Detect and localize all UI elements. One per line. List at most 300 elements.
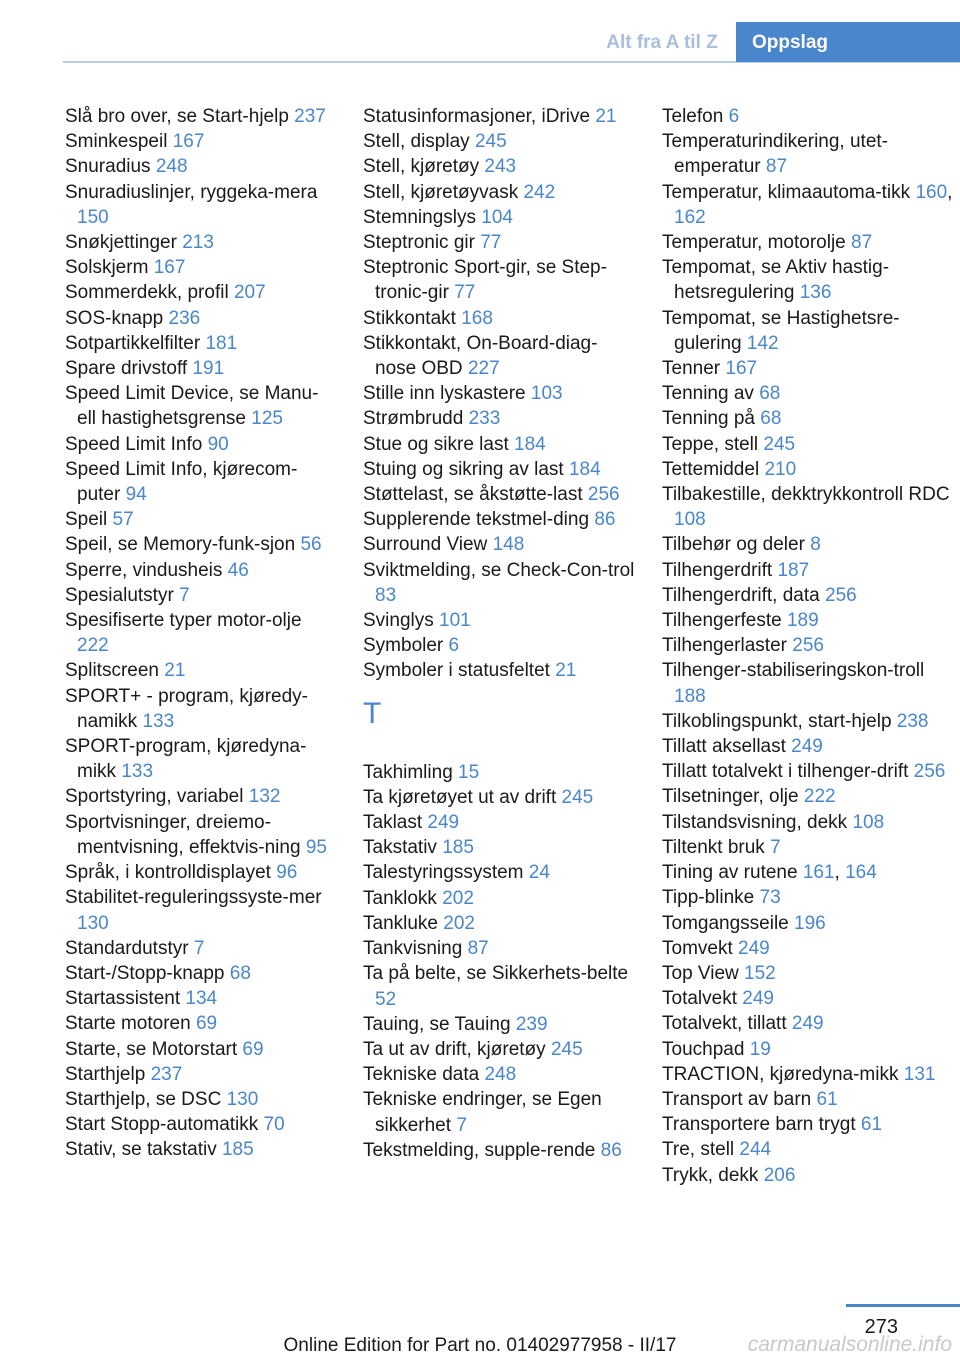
page-link[interactable]: 164 [845, 862, 877, 884]
index-entry [662, 255, 960, 305]
entry-term: Statusinformasjoner, iDrive [363, 106, 591, 127]
page-link[interactable]: 73 [759, 887, 781, 909]
entry-term: Speil [65, 509, 108, 531]
index-entry [662, 432, 960, 457]
index-entry [662, 1112, 960, 1137]
entry-term: Tankluke [363, 912, 438, 934]
page-link[interactable]: 239 [515, 1013, 548, 1035]
entry-term: Tekstmelding, supple-rende [363, 1139, 596, 1161]
page-link[interactable]: 202 [442, 887, 474, 909]
entry-term: Stue og sikre last [363, 433, 509, 455]
entry-term: Tiltenkt bruk [662, 836, 765, 858]
page-link[interactable]: 210 [764, 458, 797, 480]
index-entry [662, 885, 960, 910]
index-entry [363, 860, 638, 885]
page-link[interactable]: 7 [456, 1114, 467, 1136]
index-entry [363, 432, 638, 457]
page-link[interactable]: 69 [242, 1038, 264, 1060]
entry-term: Stell, display [363, 131, 470, 153]
page-link[interactable]: 249 [742, 988, 774, 1010]
entry-term: Snøkjettinger [65, 232, 177, 254]
index-entry [363, 810, 638, 835]
index-entry [363, 104, 638, 129]
page-number: 273 [864, 1316, 898, 1338]
entry-term: Supplerende tekstmel-ding [363, 509, 590, 531]
active-section-tab: Oppslag [736, 22, 960, 62]
index-entry [363, 886, 638, 911]
page-link[interactable]: 125 [251, 408, 283, 430]
index-entry [363, 835, 638, 860]
index-entry [65, 986, 335, 1011]
page-link[interactable]: 21 [555, 660, 577, 682]
footer-edition: Online Edition for Part no. 01402977958 - II/17 [283, 1335, 677, 1356]
index-entry [65, 810, 335, 860]
index-entry [662, 230, 960, 255]
entry-term: Tenning på [662, 408, 755, 430]
index-entry [65, 583, 335, 608]
index-entry [65, 1062, 335, 1087]
entry-term: Speil, se Memory-funk-sjon [65, 534, 296, 556]
index-column-2 [363, 104, 638, 1163]
page-link[interactable]: 103 [530, 383, 563, 405]
entry-term: Speed Limit Device, se Manu-ell hastighetsgrense [65, 383, 319, 430]
index-entry [65, 129, 335, 154]
page-link[interactable]: 187 [777, 559, 810, 581]
page-link[interactable]: 167 [172, 131, 205, 153]
watermark: carmanualsonline.info [747, 1333, 952, 1356]
entry-term: Symboler i statusfeltet [363, 660, 550, 682]
page-link[interactable]: 148 [492, 534, 525, 556]
index-entry [363, 911, 638, 936]
index-entry [65, 784, 335, 809]
entry-term: Tankvisning [363, 938, 463, 960]
index-entry [662, 1011, 960, 1036]
index-entry [363, 255, 638, 305]
index-entry [363, 180, 638, 205]
page-link[interactable]: 162 [674, 206, 706, 228]
entry-term: Tilhengerdrift [662, 559, 773, 581]
entry-term: Takstativ [363, 837, 437, 859]
index-entry: Temperatur, klimaautoma-tikk 160, 162 [662, 181, 953, 228]
page-link[interactable]: 256 [825, 584, 857, 606]
index-entry [662, 961, 960, 986]
page-link[interactable]: 68 [760, 408, 782, 430]
page-link[interactable]: 184 [514, 433, 546, 455]
page-link[interactable]: 150 [77, 206, 109, 228]
page-link[interactable]: 249 [427, 812, 460, 834]
index-entry [662, 381, 960, 406]
index-entry [662, 658, 960, 708]
entry-term: Teppe, stell [662, 433, 759, 455]
entry-term: SPORT-program, kjøredyna-mikk [65, 736, 307, 783]
page-link[interactable]: 256 [587, 484, 620, 506]
index-entry [363, 205, 638, 230]
index-entry [65, 860, 335, 885]
index-entry [65, 961, 335, 986]
index-entry [662, 608, 960, 633]
index-entry [65, 180, 335, 230]
index-entry [662, 1163, 960, 1188]
index-entry [65, 507, 335, 532]
page-link[interactable]: 134 [185, 988, 218, 1010]
index-entry [65, 255, 335, 280]
entry-term: Ta ut av drift, kjøretøy [363, 1038, 546, 1060]
page-link[interactable]: 256 [792, 635, 824, 657]
entry-term: Top View [662, 962, 739, 984]
entry-term: Talestyringssystem [363, 862, 524, 884]
index-entry [662, 356, 960, 381]
page-link[interactable]: 207 [233, 282, 266, 304]
entry-term: Språk, i kontrolldisplayet [65, 862, 271, 884]
entry-term: Tining av rutene [662, 862, 798, 884]
page-link[interactable]: 222 [77, 635, 109, 657]
page-link[interactable]: 185 [221, 1139, 254, 1161]
entry-term: Totalvekt [662, 988, 737, 1010]
entry-term: Snuradiuslinjer, ryggeka-mera [65, 181, 318, 203]
page-link[interactable]: 202 [443, 912, 475, 934]
page-link[interactable]: 56 [300, 534, 322, 556]
index-entry [363, 507, 638, 532]
page-number-rule [846, 1304, 960, 1307]
page-link[interactable]: 87 [467, 938, 489, 960]
page-link[interactable]: 87 [851, 232, 873, 254]
index-entry [662, 457, 960, 482]
entry-term: SPORT+ - program, kjøredy-namikk [65, 685, 309, 732]
entry-term: Stell, kjøretøyvask [363, 181, 519, 203]
page-link[interactable]: 249 [791, 1013, 824, 1035]
page-link[interactable]: 130 [77, 912, 109, 934]
page-link[interactable]: 161 [802, 862, 835, 884]
page-link[interactable]: 132 [248, 786, 281, 808]
entry-term: Stemningslys [363, 206, 476, 228]
entry-term: Tillatt aksellast [662, 736, 786, 758]
index-entry [662, 709, 960, 734]
index-entry [662, 835, 960, 860]
page-link[interactable]: 131 [903, 1063, 936, 1085]
page-link[interactable]: 104 [481, 206, 513, 228]
entry-term: Temperaturindikering, utet-emperatur [662, 131, 888, 178]
entry-term: Sportvisninger, dreiemo-mentvisning, effektvis-ning [65, 811, 301, 858]
entry-term: Tipp-blinke [662, 887, 755, 909]
entry-term: Spesifiserte typer motor-olje [65, 610, 302, 632]
page-link[interactable]: 245 [763, 433, 796, 455]
entry-term: Temperatur, klimaautoma-tikk [662, 181, 911, 203]
page-link[interactable]: 233 [468, 408, 501, 430]
index-entry [363, 331, 638, 381]
page-link[interactable]: 7 [179, 584, 190, 606]
page-link[interactable]: 7 [193, 937, 205, 959]
entry-term: Starthjelp [65, 1063, 146, 1085]
page-link[interactable]: 87 [765, 156, 788, 178]
page-link[interactable]: 167 [153, 257, 186, 279]
index-entry [662, 759, 960, 784]
entry-term: Tettemiddel [662, 458, 760, 480]
entry-term: Steptronic Sport-gir, se Step-tronic-gir [363, 257, 607, 304]
entry-term: Totalvekt, tillatt [662, 1013, 787, 1035]
entry-term: Slå bro over, se Start-hjelp [65, 106, 289, 127]
index-entry [363, 1037, 638, 1062]
index-entry [363, 608, 638, 633]
page-link[interactable]: 77 [454, 282, 476, 304]
index-entry [363, 558, 638, 608]
index-entry [65, 734, 335, 784]
entry-term: Tillatt totalvekt i tilhenger-drift [662, 761, 909, 783]
entry-term: Start Stopp-automatikk [65, 1114, 259, 1136]
entry-term: Temperatur, motorolje [662, 232, 846, 254]
page-link[interactable]: 90 [207, 433, 229, 455]
entry-term: Stativ, se takstativ [65, 1139, 217, 1161]
page-link[interactable]: 213 [182, 232, 214, 254]
entry-term: Tempomat, se Hastighetsre-gulering [662, 307, 900, 354]
entry-term: Tanklokk [363, 887, 437, 909]
page-link[interactable]: 142 [746, 332, 779, 354]
entry-term: Tenner [662, 358, 721, 380]
entry-term: Sviktmelding, se Check-Con-trol [363, 559, 635, 581]
entry-term: Tilbakestille, dekktrykkontroll RDC [662, 484, 950, 506]
index-entry [363, 1062, 638, 1087]
page-link[interactable]: 94 [125, 484, 147, 506]
entry-term: Tilhengerlaster [662, 635, 787, 657]
page-link[interactable]: 57 [112, 509, 134, 531]
page-link[interactable]: 61 [860, 1114, 883, 1136]
page-link[interactable]: 77 [480, 232, 502, 254]
index-entry [65, 331, 335, 356]
index-entry [363, 936, 638, 961]
entry-term: Tilhengerdrift, data [662, 584, 820, 606]
index-entry [363, 457, 638, 482]
page-link[interactable]: 95 [305, 836, 327, 858]
page-link[interactable]: 242 [523, 181, 556, 203]
index-entry [65, 1087, 335, 1112]
entry-term: Taklast [363, 812, 423, 834]
index-entry [662, 532, 960, 557]
entry-term: Spare drivstoff [65, 358, 188, 380]
page-link[interactable]: 245 [561, 786, 594, 808]
index-entry [662, 936, 960, 961]
entry-term: Snuradius [65, 156, 151, 178]
index-entry [662, 558, 960, 583]
index-entry [65, 558, 335, 583]
index-entry [662, 1062, 960, 1087]
page-link[interactable]: 244 [739, 1139, 772, 1161]
page-link[interactable]: 249 [791, 736, 823, 758]
page-link[interactable]: 136 [799, 282, 832, 304]
page-link[interactable]: 96 [276, 862, 298, 884]
page-link[interactable]: 185 [442, 837, 474, 859]
page-link[interactable]: 108 [852, 811, 885, 833]
entry-term: Starthjelp, se DSC [65, 1088, 222, 1110]
entry-term: Tilbehør og deler [662, 534, 805, 556]
letter-heading: T [363, 696, 382, 730]
page-link[interactable]: 7 [770, 836, 781, 858]
page-link[interactable]: 248 [155, 156, 188, 178]
index-entry [65, 608, 335, 658]
page-link[interactable]: 61 [816, 1088, 838, 1110]
page-link[interactable]: 6 [728, 106, 740, 127]
index-entry [65, 280, 335, 305]
entry-term: SOS-knapp [65, 307, 164, 329]
index-entry: Tining av rutene 161, 164 [662, 862, 877, 884]
page-link[interactable]: 152 [744, 962, 776, 984]
entry-term: Tekniske data [363, 1064, 480, 1086]
index-entry [65, 532, 335, 557]
index-column-1 [65, 104, 335, 1163]
index-entry [65, 1037, 335, 1062]
index-entry [65, 457, 335, 507]
entry-term: Startassistent [65, 988, 181, 1010]
page-link[interactable]: 237 [150, 1063, 183, 1085]
page-link[interactable]: 24 [528, 862, 550, 884]
entry-term: Start-/Stopp-knapp [65, 962, 225, 984]
index-entry [65, 885, 335, 935]
index-entry [363, 1138, 638, 1163]
index-entry [65, 154, 335, 179]
entry-term: Tilkoblingspunkt, start-hjelp [662, 710, 892, 732]
page-link[interactable]: 191 [192, 358, 225, 380]
index-entry [363, 129, 638, 154]
index-entry [363, 633, 638, 658]
page-link[interactable]: 236 [168, 307, 201, 329]
page-link[interactable]: 227 [467, 358, 500, 380]
page-link[interactable]: 21 [164, 660, 186, 682]
index-entry [363, 961, 638, 1011]
index-entry [662, 482, 960, 532]
index-entry [363, 785, 638, 810]
page-link[interactable]: 6 [448, 635, 460, 657]
index-entry [363, 482, 638, 507]
index-entry [662, 1037, 960, 1062]
page-link[interactable]: 245 [550, 1038, 583, 1060]
index-entry [662, 986, 960, 1011]
index-entry [662, 810, 960, 835]
entry-term: Stabilitet-reguleringssyste-mer [65, 887, 322, 909]
entry-term: Tauing, se Tauing [363, 1013, 511, 1035]
page-link[interactable]: 108 [674, 509, 706, 531]
index-entry [662, 583, 960, 608]
entry-term: Symboler [363, 635, 444, 657]
entry-term: Starte motoren [65, 1013, 191, 1035]
entry-term: Sminkespeil [65, 131, 168, 153]
index-entry [363, 154, 638, 179]
entry-term: Surround View [363, 534, 488, 556]
page-link[interactable]: 133 [142, 710, 175, 732]
page-link[interactable]: 15 [458, 761, 480, 783]
index-entry [363, 760, 638, 785]
entry-term: Steptronic gir [363, 232, 475, 254]
index-entry [65, 936, 335, 961]
entry-term: Splitscreen [65, 660, 159, 682]
index-entry [662, 129, 960, 179]
index-entry [65, 1112, 335, 1137]
index-entry [65, 658, 335, 683]
page-link[interactable]: 130 [226, 1088, 259, 1110]
entry-term: TRACTION, kjøredyna-mikk [662, 1063, 899, 1085]
page-link[interactable]: 248 [484, 1064, 517, 1086]
page-link[interactable]: 188 [674, 685, 706, 707]
index-entry [363, 230, 638, 255]
page-link[interactable]: 256 [913, 761, 946, 783]
entry-term: Transportere barn trygt [662, 1114, 856, 1136]
page-link[interactable]: 184 [568, 458, 601, 480]
entry-term: Spesialutstyr [65, 584, 174, 606]
entry-term: Stell, kjøretøy [363, 156, 480, 178]
page-link[interactable]: 160 [915, 181, 948, 203]
page-link[interactable]: 189 [786, 610, 819, 632]
page-link[interactable]: 249 [738, 937, 770, 959]
entry-term: Starte, se Motorstart [65, 1038, 238, 1060]
index-entry [363, 532, 638, 557]
page-link[interactable]: 68 [229, 962, 251, 984]
index-entry [65, 432, 335, 457]
entry-term: Takhimling [363, 761, 453, 783]
page-link[interactable]: 68 [759, 383, 781, 405]
page-link[interactable]: 167 [725, 358, 758, 380]
page-link[interactable]: 133 [121, 761, 154, 783]
index-entry [363, 306, 638, 331]
page-link[interactable]: 83 [375, 584, 397, 606]
entry-term: Tilstandsvisning, dekk [662, 811, 848, 833]
page-link[interactable]: 86 [594, 509, 616, 531]
entry-term: Stikkontakt, On-Board-diag-nose OBD [363, 332, 598, 380]
page-link[interactable]: 181 [205, 332, 238, 354]
entry-term: Transport av barn [662, 1088, 812, 1110]
page-link[interactable]: 19 [749, 1038, 771, 1060]
index-entry [662, 1087, 960, 1112]
page-link[interactable]: 237 [294, 106, 326, 127]
entry-term: Tenning av [662, 383, 754, 405]
page-link[interactable]: 222 [803, 786, 836, 808]
page-link[interactable]: 86 [600, 1139, 622, 1161]
page-link[interactable]: 206 [763, 1164, 796, 1186]
entry-term: Tilhenger-stabiliseringskon-troll [662, 660, 925, 682]
entry-term: Standardutstyr [65, 937, 189, 959]
index-entry [65, 1137, 335, 1162]
index-entry [363, 1012, 638, 1037]
index-entry [662, 911, 960, 936]
entry-term: Solskjerm [65, 257, 149, 279]
entry-term: Stuing og sikring av last [363, 458, 564, 480]
entry-term: Speed Limit Info, kjørecom-puter [65, 458, 298, 506]
page-link[interactable]: 70 [263, 1114, 285, 1136]
index-entry [662, 406, 960, 431]
entry-term: Svinglys [363, 610, 434, 632]
entry-term: Tilhengerfeste [662, 610, 782, 632]
page-link[interactable]: 196 [794, 912, 826, 934]
entry-term: Tekniske endringer, se Egen sikkerhet [363, 1089, 602, 1136]
index-entry [65, 1011, 335, 1036]
entry-term: Ta på belte, se Sikkerhets-belte [363, 963, 629, 985]
entry-term: Tilsetninger, olje [662, 786, 799, 808]
entry-term: Sportstyring, variabel [65, 786, 244, 808]
entry-term: Stille inn lyskastere [363, 383, 526, 405]
page-link[interactable]: 52 [375, 988, 397, 1010]
page-link[interactable]: 8 [810, 534, 821, 556]
page-link[interactable]: 46 [227, 559, 249, 581]
index-entry [662, 306, 960, 356]
page-link[interactable]: 101 [439, 610, 471, 632]
page-link[interactable]: 21 [595, 106, 617, 127]
index-entry [662, 633, 960, 658]
page-link[interactable]: 245 [474, 131, 507, 153]
page-link[interactable]: 243 [484, 156, 517, 178]
page-link[interactable]: 238 [896, 710, 929, 732]
page-link[interactable]: 168 [461, 307, 493, 329]
page-link[interactable]: 69 [195, 1013, 218, 1035]
index-entry [65, 356, 335, 381]
entry-term: Stikkontakt [363, 307, 456, 329]
entry-term: Tempomat, se Aktiv hastig-hetsregulering [662, 257, 890, 304]
entry-term: Trykk, dekk [662, 1164, 759, 1186]
